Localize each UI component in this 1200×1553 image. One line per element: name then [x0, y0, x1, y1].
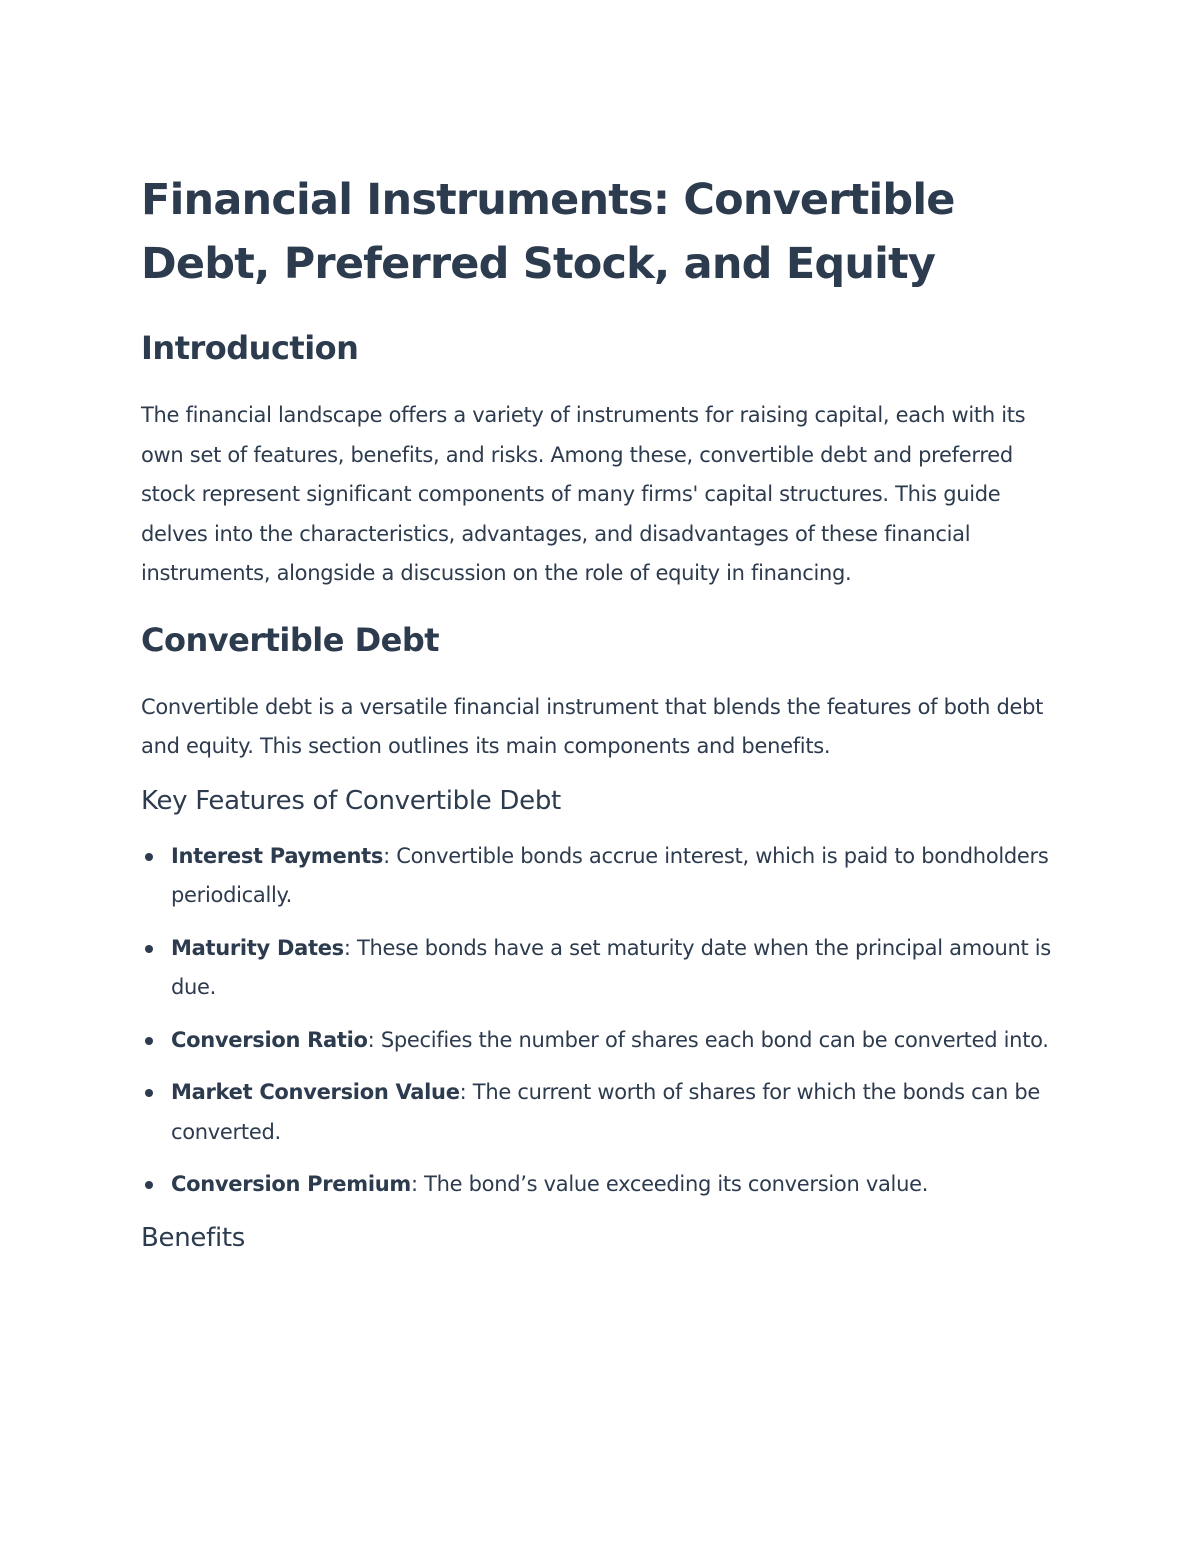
convertible-debt-paragraph: Convertible debt is a versatile financial instrument that blends the features of both debt and equity. This section outlines its main components and benefits.: [141, 694, 1044, 758]
bullet-icon: [145, 853, 153, 861]
feature-term: Market Conversion Value: [171, 1080, 460, 1104]
feature-description: : These bonds have a set maturity date when the principal amount is due.: [171, 935, 1051, 999]
feature-term: Maturity Dates: [171, 935, 344, 960]
bullet-icon: [145, 945, 153, 953]
subheading-benefits: Benefits: [141, 1222, 246, 1253]
features-list: [141, 837, 1070, 1205]
feature-description: : Convertible bonds accrue interest, which is paid to bondholders periodically.: [171, 843, 1049, 907]
introduction-paragraph: The financial landscape offers a variety of instruments for raising capital, each with its own set of features, benefits, and risks. Among these, convertible debt and preferred stock represent significant components of many firms' capital structures. This guide delves into the characteristics, advantages, and disadvantages of these financial instruments, alongside a discussion on the role of equity in financing.: [141, 403, 1026, 585]
feature-term: Conversion Premium: [171, 1172, 411, 1196]
list-item: [141, 1073, 1070, 1152]
bullet-icon: [145, 1089, 153, 1097]
bullet-icon: [145, 1181, 153, 1189]
feature-term: Interest Payments: [171, 843, 384, 868]
feature-term: Conversion Ratio: [171, 1027, 368, 1052]
document-title: Financial Instruments: Convertible Debt, Preferred Stock, and Equity: [141, 175, 955, 289]
feature-description: : The bond’s value exceeding its conversion value.: [410, 1172, 929, 1196]
subheading-key-features: Key Features of Convertible Debt: [141, 785, 561, 816]
section-heading-introduction: Introduction: [141, 329, 359, 367]
feature-description: : Specifies the number of shares each bond can be converted into.: [367, 1027, 1049, 1052]
list-item: [141, 929, 1070, 1008]
feature-description: : The current worth of shares for which the bonds can be converted.: [171, 1080, 1041, 1144]
bullet-icon: [145, 1037, 153, 1045]
list-item: [141, 837, 1070, 916]
section-heading-convertible-debt: Convertible Debt: [141, 620, 440, 659]
list-item: [141, 1165, 1070, 1205]
list-item: [141, 1021, 1070, 1061]
